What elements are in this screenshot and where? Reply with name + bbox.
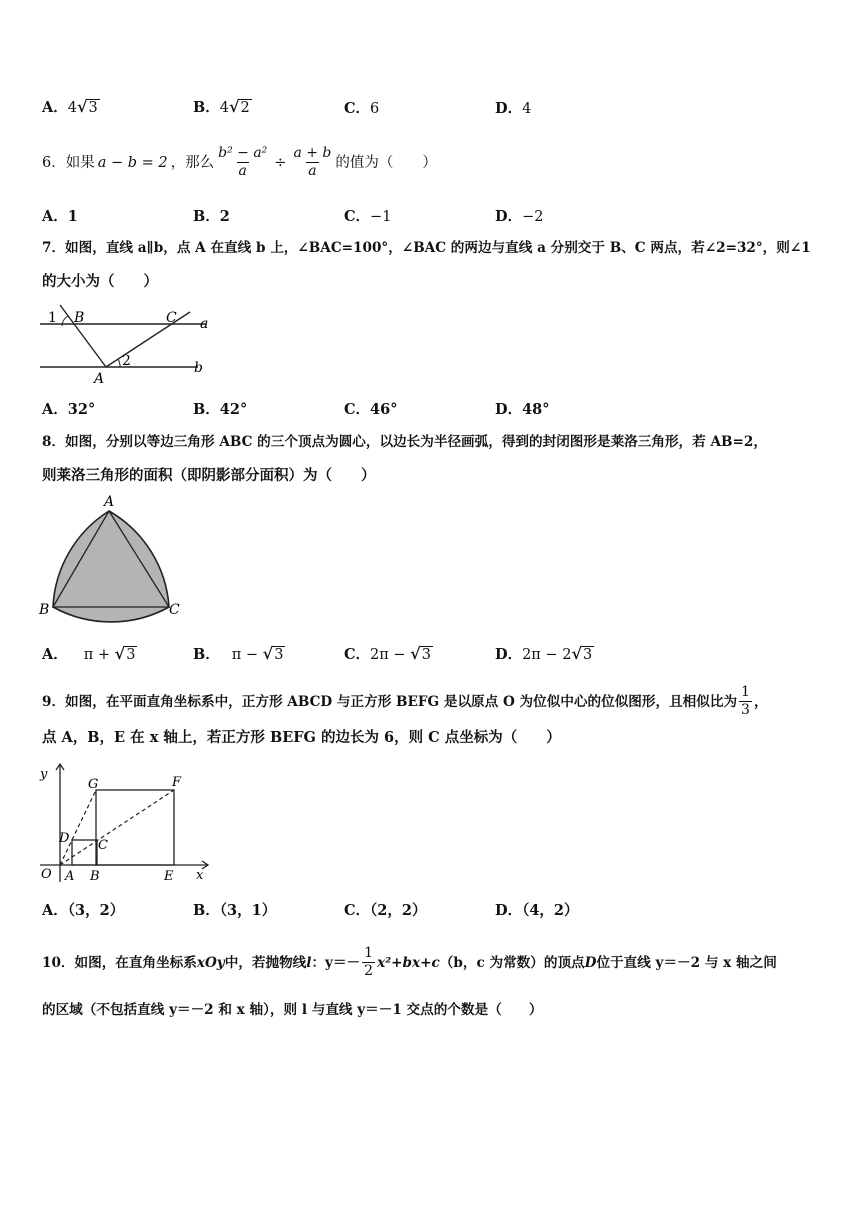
- q6-condition: a − b = 2: [97, 154, 168, 171]
- label-d: D: [59, 831, 70, 846]
- radical-sign: √: [77, 97, 88, 116]
- label-angle-2: 2: [122, 353, 131, 369]
- label-angle-1: 1: [48, 310, 57, 326]
- option-value: （4，2）: [522, 902, 579, 919]
- q10-text: 中，若抛物线: [224, 954, 307, 971]
- option-label: C．: [344, 100, 371, 117]
- option-label: D．: [495, 208, 523, 225]
- option-expr: 2π − 2: [522, 647, 572, 663]
- q6-number: 6．如果: [42, 154, 95, 171]
- q8-reuleaux-figure: [36, 490, 188, 625]
- q10-text: ：y＝－: [311, 954, 361, 971]
- option-coef: 4: [219, 100, 229, 116]
- radicand: 3: [421, 647, 431, 663]
- label-b: B: [74, 310, 85, 326]
- option-value: （3，1）: [219, 902, 277, 919]
- q10-l: l: [306, 954, 312, 971]
- radical-sign: √: [114, 644, 126, 663]
- option-label: A．: [42, 208, 68, 225]
- q9-option-b[interactable]: [193, 899, 276, 920]
- square-befg: [96, 790, 174, 865]
- option-label: B．: [193, 208, 220, 225]
- option-value: （2，2）: [370, 902, 427, 919]
- q7-figure: [38, 300, 218, 388]
- q10-fraction: [362, 945, 375, 980]
- label-line-b: b: [194, 360, 203, 376]
- option-expr: 2π −: [370, 647, 411, 663]
- reuleaux-shape: [53, 511, 169, 622]
- fraction-denominator: a: [308, 163, 317, 179]
- q6-option-d[interactable]: [495, 205, 543, 226]
- q10-text: 位于直线 y＝－2 与 x 轴之间: [596, 954, 777, 971]
- option-value: 6: [370, 101, 380, 117]
- q6-option-b[interactable]: [193, 205, 230, 226]
- label-y: y: [40, 767, 48, 782]
- label-c: C: [98, 838, 108, 853]
- q6-fraction-2: [291, 145, 333, 180]
- label-b: B: [90, 869, 100, 884]
- label-o: O: [41, 867, 52, 882]
- q7-option-c[interactable]: [344, 398, 397, 419]
- radicand: 3: [126, 647, 136, 663]
- q6-stem: [42, 145, 437, 180]
- division-sign: ÷: [274, 154, 287, 171]
- radicand: 2: [240, 100, 250, 116]
- q10-stem-line1: [42, 945, 777, 980]
- option-label: A．: [42, 99, 68, 116]
- option-value: 2: [219, 208, 230, 225]
- label-f: F: [172, 775, 182, 790]
- q6-option-c[interactable]: [344, 205, 391, 226]
- q10-stem-line2: 的区域（不包括直线 y＝－2 和 x 轴），则 l 与直线 y＝－1 交点的个数是（ ）: [42, 1002, 543, 1018]
- option-expr: π −: [231, 647, 263, 663]
- q6-fraction-1: [216, 145, 269, 180]
- option-label: B．: [193, 902, 220, 919]
- label-line-a: a: [200, 316, 209, 332]
- label-x: x: [196, 868, 204, 883]
- option-value: 4: [522, 101, 532, 117]
- label-b: B: [39, 602, 50, 618]
- q8-stem-line2: 则莱洛三角形的面积（即阴影部分面积）为（ ）: [42, 467, 376, 484]
- q10-text: （b，c 为常数）的顶点: [439, 954, 585, 971]
- q10-expr: x²+bx+c: [377, 954, 440, 971]
- option-value: 42°: [219, 401, 248, 418]
- radical-sign: √: [262, 644, 274, 663]
- q7-option-d[interactable]: [495, 398, 550, 419]
- q8-option-c[interactable]: [344, 643, 433, 664]
- option-label: A．: [42, 902, 68, 919]
- label-g: G: [88, 777, 99, 792]
- angle-2-arc: [118, 359, 120, 367]
- q7-option-b[interactable]: [193, 398, 247, 419]
- q9-option-a[interactable]: [42, 899, 124, 920]
- q6-connector: ，那么: [170, 154, 215, 171]
- option-label: A．: [42, 401, 68, 418]
- q8-stem-line1: 8．如图，分别以等边三角形 ABC 的三个顶点为圆心，以边长为半径画弧，得到的封闭图形是莱洛三角形，若 AB=2，: [42, 434, 767, 450]
- radicand: 3: [88, 100, 98, 116]
- option-label: D．: [495, 902, 523, 919]
- q9-comma: ，: [753, 693, 768, 710]
- q9-option-c[interactable]: [344, 899, 426, 920]
- q9-stem-line2: 点 A，B，E 在 x 轴上，若正方形 BEFG 的边长为 6，则 C 点坐标为（ ）: [42, 729, 561, 746]
- q7-option-a[interactable]: [42, 398, 95, 419]
- q9-option-d[interactable]: [495, 899, 579, 920]
- option-expr: π +: [83, 647, 115, 663]
- option-label: D．: [495, 100, 523, 117]
- ray-ac: [106, 312, 190, 367]
- q9-coordinate-figure: [36, 758, 216, 886]
- label-c: C: [166, 310, 177, 326]
- dashed-of: [60, 790, 174, 865]
- q5-option-d[interactable]: [495, 97, 531, 118]
- radical-sign: √: [410, 644, 421, 663]
- option-value: 32°: [67, 401, 96, 418]
- radicand: 3: [582, 647, 593, 663]
- option-label: C．: [344, 401, 371, 418]
- fraction-numerator: 1: [364, 945, 374, 961]
- q10-d: D: [584, 954, 597, 971]
- option-label: C．: [344, 208, 371, 225]
- fraction-numerator: a + b: [293, 145, 332, 161]
- q5-option-c[interactable]: [344, 97, 379, 118]
- q5-option-a[interactable]: [42, 96, 100, 117]
- option-value: −1: [370, 209, 392, 225]
- option-value: 48°: [522, 401, 550, 418]
- radicand: 3: [274, 647, 284, 663]
- option-value: 1: [67, 208, 78, 225]
- option-label: B．: [193, 401, 220, 418]
- q8-option-d[interactable]: [495, 643, 594, 664]
- q10-text: 10．如图，在直角坐标系: [42, 954, 197, 971]
- radical-sign: √: [229, 97, 240, 116]
- q9-text: 9．如图，在平面直角坐标系中，正方形 ABCD 与正方形 BEFG 是以原点 O 为位似中心的位似图形，且相似比为: [42, 693, 738, 710]
- q8-option-a[interactable]: [42, 643, 137, 664]
- option-label: D．: [495, 646, 523, 663]
- option-label: C．: [344, 902, 371, 919]
- square-abcd: [72, 840, 97, 865]
- q6-option-a[interactable]: [42, 205, 78, 226]
- option-label: B．: [193, 646, 220, 663]
- q8-option-b[interactable]: [193, 643, 285, 664]
- q6-tail: 的值为（ ）: [335, 154, 437, 171]
- label-e: E: [164, 869, 174, 884]
- q10-xoy: xOy: [196, 954, 225, 971]
- fraction-denominator: 3: [741, 702, 750, 718]
- q7-stem-line1: 7．如图，直线 a∥b，点 A 在直线 b 上，∠BAC=100°，∠BAC 的两边与直线 a 分别交于 B、C 两点，若∠2=32°，则∠1: [42, 240, 811, 256]
- fraction-numerator: b² − a²: [218, 145, 268, 161]
- label-a: A: [65, 869, 75, 884]
- q7-stem-line2: 的大小为（ ）: [42, 273, 158, 290]
- option-label: C．: [344, 646, 371, 663]
- fraction-denominator: 2: [364, 963, 374, 979]
- fraction-denominator: a: [238, 163, 247, 179]
- option-label: A．: [42, 646, 68, 663]
- option-value: （3，2）: [67, 902, 125, 919]
- fraction-numerator: 1: [741, 684, 750, 700]
- label-a: A: [94, 371, 105, 387]
- label-c: C: [169, 602, 180, 618]
- q5-option-b[interactable]: [193, 96, 252, 117]
- label-a: A: [104, 494, 115, 510]
- option-value: −2: [522, 209, 544, 225]
- option-value: 46°: [370, 401, 398, 418]
- radical-sign: √: [571, 644, 582, 663]
- option-label: D．: [495, 401, 523, 418]
- q9-stem-line1: [42, 684, 768, 719]
- option-label: B．: [193, 99, 220, 116]
- q9-ratio: [739, 684, 752, 719]
- option-coef: 4: [67, 100, 77, 116]
